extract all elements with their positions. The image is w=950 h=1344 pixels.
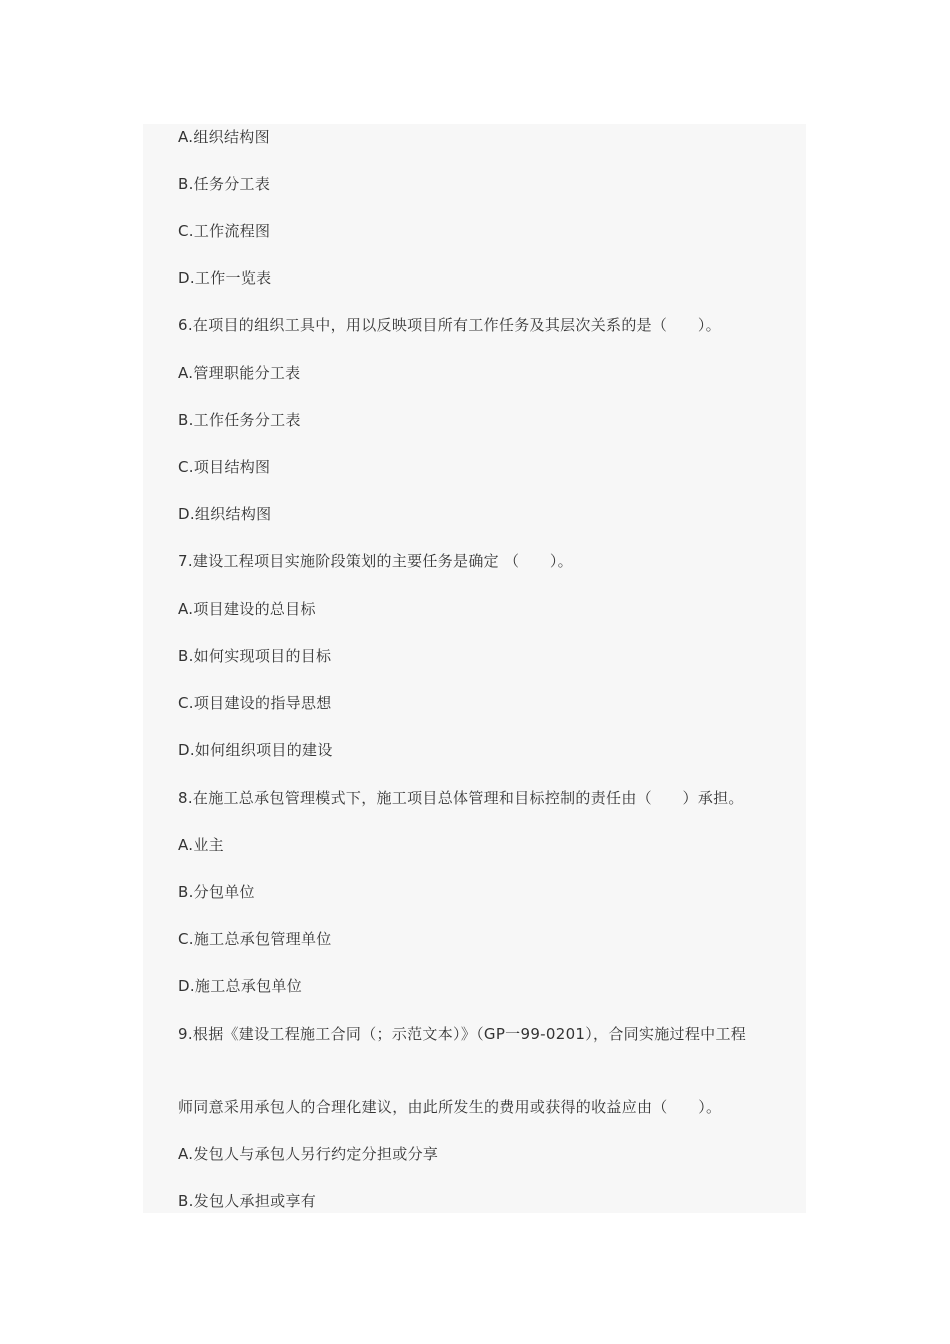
option-line: A.组织结构图 bbox=[178, 128, 270, 146]
option-line: C.施工总承包管理单位 bbox=[178, 930, 332, 948]
option-line: D.工作一览表 bbox=[178, 269, 272, 287]
option-line: C.项目结构图 bbox=[178, 458, 271, 476]
question-line: 8.在施工总承包管理模式下，施工项目总体管理和目标控制的责任由（ ）承担。 bbox=[178, 789, 744, 807]
option-line: B.分包单位 bbox=[178, 883, 255, 901]
option-line: A.项目建设的总目标 bbox=[178, 600, 316, 618]
question-line: 7.建设工程项目实施阶段策划的主要任务是确定 （ ）。 bbox=[178, 552, 573, 570]
option-line: A.业主 bbox=[178, 836, 224, 854]
option-line: B.如何实现项目的目标 bbox=[178, 647, 332, 665]
option-line: C.工作流程图 bbox=[178, 222, 271, 240]
question-line: 6.在项目的组织工具中，用以反映项目所有工作任务及其层次关系的是（ ）。 bbox=[178, 316, 721, 334]
option-line: C.项目建设的指导思想 bbox=[178, 694, 332, 712]
option-line: B.工作任务分工表 bbox=[178, 411, 301, 429]
question-line: 师同意采用承包人的合理化建议，由此所发生的费用或获得的收益应由（ ）。 bbox=[178, 1098, 722, 1116]
option-line: D.如何组织项目的建设 bbox=[178, 741, 333, 759]
option-line: B.任务分工表 bbox=[178, 175, 271, 193]
option-line: D.施工总承包单位 bbox=[178, 977, 303, 995]
option-line: A.发包人与承包人另行约定分担或分享 bbox=[178, 1145, 439, 1163]
option-line: D.组织结构图 bbox=[178, 505, 272, 523]
question-9: 9.根据《建设工程施工合同（；示范文本）》（GP一99-0201），合同实施过程中工程 bbox=[178, 1025, 747, 1043]
option-line: A.管理职能分工表 bbox=[178, 364, 301, 382]
option-line: B.发包人承担或享有 bbox=[178, 1192, 317, 1210]
